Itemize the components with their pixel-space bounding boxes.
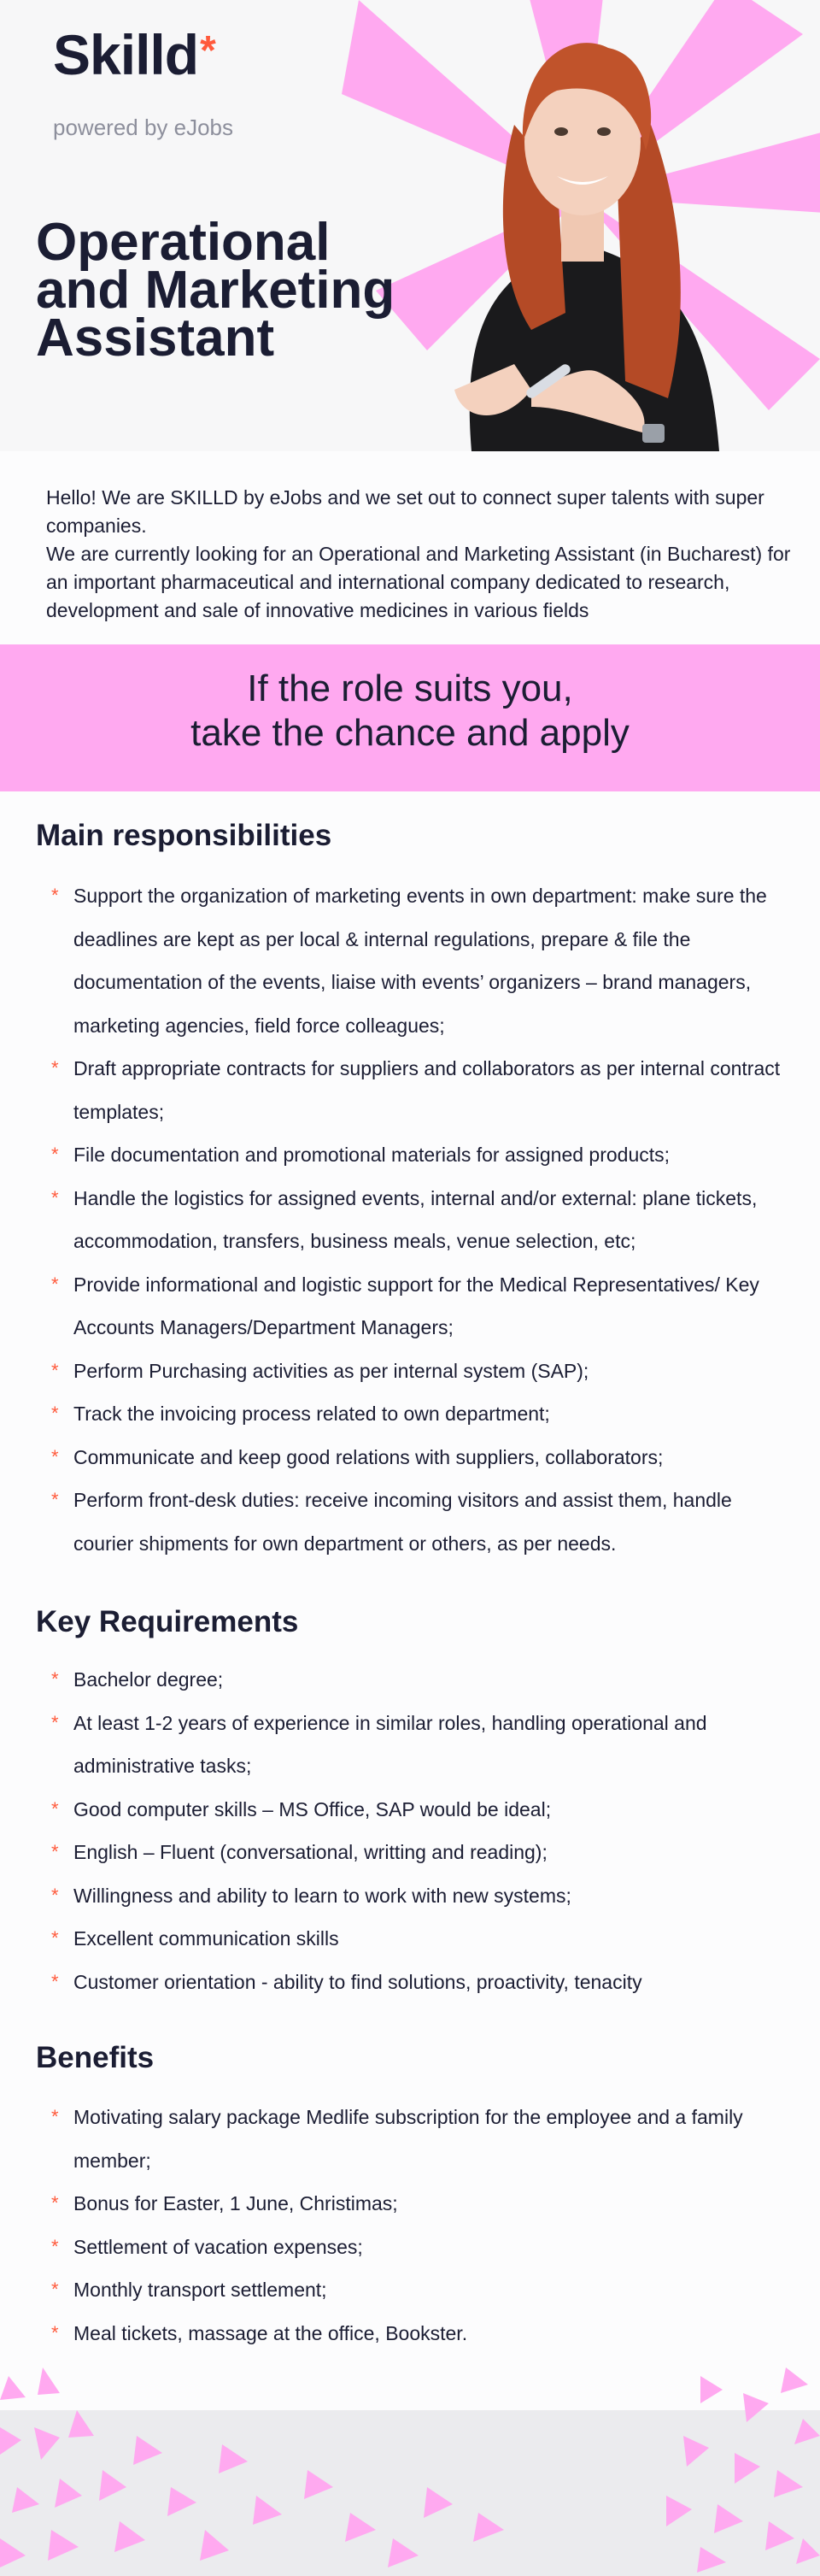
list-item: * Excellent communication skills [36,1917,788,1961]
benefits-heading: Benefits [36,2041,155,2074]
list-item: * Perform Purchasing activities as per internal system (SAP); [36,1350,788,1393]
asterisk-bullet-icon: * [51,1797,59,1820]
list-item: * Track the invoicing process related to own department; [36,1392,788,1436]
asterisk-bullet-icon: * [51,1841,59,1862]
job-title-line3: Assistant [36,309,275,368]
list-item: * Provide informational and logistic support for the Medical Representatives/ Key Accounts Managers/Department Managers; [36,1263,788,1350]
list-item: * Meal tickets, massage at the office, Bookster. [36,2312,788,2355]
list-item: * Settlement of vacation expenses; [36,2226,788,2269]
list-item: * Motivating salary package Medlife subscription for the employee and a family member; [36,2096,788,2182]
powered-by-text: powered by eJobs [53,115,234,140]
intro-paragraph-1: Hello! We are SKILLD by eJobs and we set out to connect super talents with super companies. [46,486,764,537]
intro-text [46,484,798,625]
job-title-line1: Operational [36,213,331,272]
apply-banner-text [0,667,820,756]
asterisk-bullet-icon: * [51,885,59,906]
requirements-section [36,1605,788,2003]
pink-triangle-pattern-decoration [0,2359,820,2576]
asterisk-bullet-icon: * [51,1403,59,1424]
list-item: * Perform front-desk duties: receive incoming visitors and assist them, handle courier shipments for own department or others, as per needs. [36,1479,788,1565]
asterisk-bullet-icon: * [51,1273,59,1295]
asterisk-bullet-icon: * [51,2235,59,2257]
asterisk-bullet-icon: * [51,1927,59,1949]
logo-text: Skilld [53,23,199,86]
asterisk-bullet-icon: * [51,2279,59,2300]
apply-line-1: If the role suits you, [247,668,573,709]
list-item: * Handle the logistics for assigned events, internal and/or external: plane tickets, accommodation, transfers, business meals, venue selection, etc; [36,1177,788,1263]
list-item: * English – Fluent (conversational, writting and reading); [36,1831,788,1874]
asterisk-bullet-icon: * [51,1668,59,1690]
requirements-list [36,1658,788,2003]
asterisk-bullet-icon: * [51,1445,59,1467]
asterisk-bullet-icon: * [51,1359,59,1381]
list-item: * File documentation and promotional materials for assigned products; [36,1133,788,1177]
skilld-logo[interactable] [53,22,215,87]
responsibilities-list [36,874,788,1565]
asterisk-bullet-icon: * [51,1186,59,1209]
asterisk-bullet-icon: * [51,2321,59,2344]
list-item: * Bachelor degree; [36,1658,788,1702]
requirements-heading: Key Requirements [36,1605,299,1638]
apply-banner[interactable] [0,644,820,791]
asterisk-bullet-icon: * [51,1057,59,1079]
list-item: * Bonus for Easter, 1 June, Christimas; [36,2182,788,2226]
list-item: * Willingness and ability to learn to work with new systems; [36,1874,788,1918]
candidate-photo [437,22,728,451]
intro-paragraph-2: We are currently looking for an Operational and Marketing Assistant (in Bucharest) for an important pharmaceutical and international company dedicated to research, development and sale of innovative medicines in various fields [46,543,791,621]
job-title-line2: and Marketing [36,261,395,320]
list-item: * Communicate and keep good relations with suppliers, collaborators; [36,1436,788,1479]
hero-banner [0,0,820,451]
asterisk-bullet-icon: * [51,1144,59,1165]
asterisk-bullet-icon: * [51,1884,59,1906]
list-item: * At least 1-2 years of experience in similar roles, handling operational and administrative tasks; [36,1702,788,1788]
list-item: * Customer orientation - ability to find solutions, proactivity, tenacity [36,1961,788,2004]
list-item: * Monthly transport settlement; [36,2268,788,2312]
list-item: * Draft appropriate contracts for suppliers and collaborators as per internal contract templates; [36,1047,788,1133]
benefits-section [36,2041,788,2355]
asterisk-bullet-icon: * [51,1711,59,1733]
responsibilities-heading: Main responsibilities [36,819,332,852]
asterisk-bullet-icon: * [51,2192,59,2214]
list-item: * Support the organization of marketing events in own department: make sure the deadlines are kept as per local & internal regulations, prepare & file the documentation of the events, liaise with events’ organizers – brand managers, marketing agencies, field force colleagues; [36,874,788,1047]
list-item: * Good computer skills – MS Office, SAP would be ideal; [36,1788,788,1832]
asterisk-bullet-icon: * [51,1489,59,1510]
apply-line-2: take the chance and apply [190,712,630,754]
asterisk-bullet-icon: * [51,2106,59,2127]
job-title [36,213,412,368]
benefits-list [36,2096,788,2355]
asterisk-bullet-icon: * [51,1970,59,1992]
logo-asterisk: * [200,28,215,74]
responsibilities-section [36,819,788,1565]
